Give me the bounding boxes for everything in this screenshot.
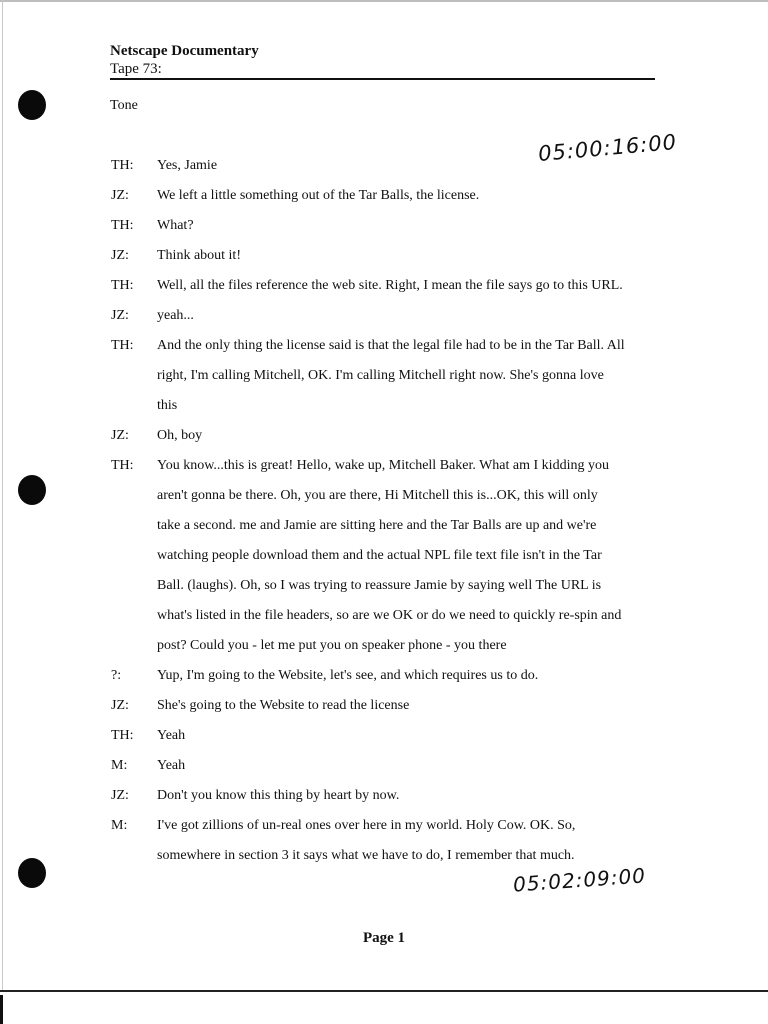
transcript-line: Yeah: [157, 758, 186, 773]
speaker-label: JZ:: [111, 188, 129, 203]
transcript-line: And the only thing the license said is that the legal file had to be in the Tar Ball. All: [157, 338, 625, 353]
speaker-label: ?:: [111, 668, 122, 683]
transcript-line: Ball. (laughs). Oh, so I was trying to reassure Jamie by saying well The URL is: [157, 578, 602, 593]
handwritten-timecode-start: 05:00:16:00: [537, 129, 678, 167]
transcript-line: yeah...: [157, 308, 194, 323]
speaker-label: TH:: [111, 218, 134, 233]
transcript-line: Think about it!: [157, 248, 241, 263]
transcript-line: Oh, boy: [157, 428, 203, 443]
transcript-line: Don't you know this thing by heart by now.: [157, 788, 400, 803]
speaker-label: JZ:: [111, 248, 129, 263]
speaker-label: JZ:: [111, 698, 129, 713]
transcript-line: You know...this is great! Hello, wake up, Mitchell Baker. What am I kidding you: [157, 458, 609, 473]
speaker-label: JZ:: [111, 428, 129, 443]
transcript-line: What?: [157, 218, 194, 233]
transcript-line: take a second. me and Jamie are sitting here and the Tar Balls are up and we're: [157, 518, 597, 533]
document-title: Netscape Documentary: [110, 43, 259, 59]
transcript-line: I've got zillions of un-real ones over here in my world. Holy Cow. OK. So,: [157, 818, 576, 833]
transcript-line: Yup, I'm going to the Website, let's see, and which requires us to do.: [157, 668, 539, 683]
speaker-label: M:: [111, 818, 128, 833]
speaker-label: JZ:: [111, 308, 129, 323]
punch-hole-bottom: [18, 858, 46, 888]
tone-marker: Tone: [110, 98, 138, 113]
transcript-line: We left a little something out of the Tar Balls, the license.: [157, 188, 480, 203]
transcript-line: Yeah: [157, 728, 186, 743]
tape-label: Tape 73:: [110, 61, 162, 77]
scan-top-edge: [0, 0, 768, 2]
transcript-line: right, I'm calling Mitchell, OK. I'm calling Mitchell right now. She's gonna love: [157, 368, 604, 383]
speaker-label: TH:: [111, 458, 134, 473]
speaker-label: M:: [111, 758, 128, 773]
scan-bottom-edge: [0, 990, 768, 992]
speaker-label: TH:: [111, 278, 134, 293]
page-number: Page 1: [362, 930, 406, 946]
speaker-label: TH:: [111, 158, 134, 173]
punch-hole-top: [18, 90, 46, 120]
handwritten-timecode-end: 05:02:09:00: [512, 863, 647, 897]
transcript-line: aren't gonna be there. Oh, you are there, Hi Mitchell this is...OK, this will only: [157, 488, 598, 503]
transcript-line: Well, all the files reference the web site. Right, I mean the file says go to this URL.: [157, 278, 623, 293]
transcript-line: watching people download them and the actual NPL file text file isn't in the Tar: [157, 548, 602, 563]
header-divider: [110, 78, 655, 80]
speaker-label: TH:: [111, 338, 134, 353]
speaker-label: JZ:: [111, 788, 129, 803]
punch-hole-middle: [18, 475, 46, 505]
transcript-line: somewhere in section 3 it says what we have to do, I remember that much.: [157, 848, 575, 863]
transcript-line: Yes, Jamie: [157, 158, 218, 173]
scan-left-edge: [2, 0, 3, 990]
transcript-line: post? Could you - let me put you on speaker phone - you there: [157, 638, 507, 653]
transcript-line: what's listed in the file headers, so are we OK or do we need to quickly re-spin and: [157, 608, 622, 623]
scan-corner-mark: [0, 995, 3, 1024]
transcript-line: She's going to the Website to read the license: [157, 698, 410, 713]
speaker-label: TH:: [111, 728, 134, 743]
transcript-line: this: [157, 398, 178, 413]
